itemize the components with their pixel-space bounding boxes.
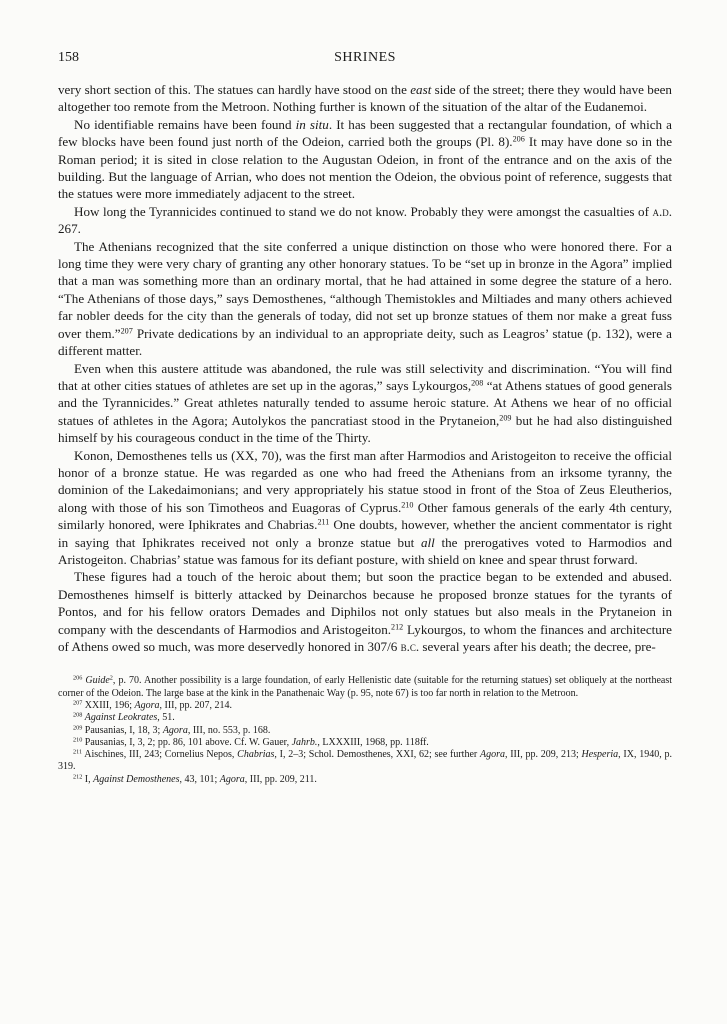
text-run: . It has been suggested that a rectangular foundation, of which a few blocks have been found just north of the Odeion, carried both the groups (Pl. 8). bbox=[58, 116, 672, 150]
footnote bbox=[58, 774, 672, 786]
page-number: 158 bbox=[58, 50, 79, 65]
body-text bbox=[58, 81, 672, 655]
paragraph bbox=[58, 360, 672, 447]
italic-text: Agora bbox=[162, 724, 188, 736]
text-run: Aischines, III, 243; Cornelius Nepos, bbox=[82, 749, 238, 761]
text-run: Lykourgos, to whom the finances and architecture of Athens owed so much, was more deservedly honored in 307/6 bbox=[58, 621, 672, 654]
text-run: , III, pp. 209, 213; bbox=[504, 749, 582, 761]
footnote bbox=[58, 737, 672, 749]
book-page bbox=[58, 50, 672, 786]
paragraph bbox=[58, 81, 672, 116]
italic-text: Against Leokrates bbox=[84, 712, 158, 724]
footnote-ref: 206 bbox=[512, 134, 525, 144]
text-run: , LXXXIII, 1968, pp. 118ff. bbox=[317, 736, 429, 748]
italic-text: Agora bbox=[134, 700, 160, 711]
italic-text: Against Demosthenes bbox=[93, 773, 180, 785]
footnote-ref: 212 bbox=[391, 622, 404, 632]
small-caps-text: a.d. bbox=[652, 203, 672, 219]
footnote-ref: 2 bbox=[109, 675, 113, 682]
text-run: Pausanias, I, 18, 3; bbox=[82, 724, 163, 736]
text-run: several years after his death; the decree, pre- bbox=[419, 639, 656, 654]
italic-text: Chabrias bbox=[237, 749, 275, 761]
paragraph bbox=[58, 116, 672, 203]
text-run: No identifiable remains have been found bbox=[74, 116, 296, 132]
italic-text: Agora bbox=[479, 749, 505, 761]
text-run: but he had also distinguished himself by his courageous conduct in the time of the Thirty. bbox=[58, 412, 672, 446]
footnote bbox=[58, 725, 672, 737]
text-run: the prerogatives voted to Harmodios and Aristogeiton. Chabrias’ statue was famous for its defiant posture, with shield on knee and spear thrust forward. bbox=[58, 534, 672, 567]
footnote-ref: 210 bbox=[401, 500, 414, 510]
footnote bbox=[58, 749, 672, 774]
footnote-ref: 207 bbox=[73, 699, 83, 707]
text-run: , p. 70. Another possibility is a large foundation, of early Hellenistic date (suitable for the returning statues) set obliquely at the northeast corner of the Odeion. The large base at the kink in the Panathenaic Way (p. 95, note 67) is too far north in relation to the Metroon. bbox=[58, 675, 673, 699]
footnote-ref: 209 bbox=[499, 413, 512, 423]
italic-text: in situ bbox=[295, 116, 329, 132]
text-run: , I, 2–3; Schol. Demosthenes, XXI, 62; see further bbox=[274, 749, 480, 761]
text-run: Private dedications by an individual to an appropriate deity, such as Leagros’ statue (p. 132), were a different matter. bbox=[58, 325, 672, 359]
footnote-ref: 208 bbox=[73, 711, 83, 719]
text-run: , III, no. 553, p. 168. bbox=[187, 724, 271, 736]
text-run: How long the Tyrannicides continued to stand we do not know. Probably they were amongst the casualties of bbox=[74, 203, 653, 219]
small-caps-text: b.c. bbox=[400, 639, 420, 654]
text-run: Other famous generals of the early 4th century, similarly honored, were Iphikrates and Chabrias. bbox=[58, 499, 672, 533]
text-run: “at Athens statues of good generals and the Tyrannicides.” Great athletes naturally tended to assume heroic stature. At Athens we hear of no official statues of athletes in the Agora; Autolykos the pancratiast stood in the Prytaneion, bbox=[58, 377, 672, 428]
text-run: One doubts, however, whether the ancient commentator is right in saying that Iphikrates received not only a bronze statue but bbox=[58, 517, 672, 550]
italic-text: east bbox=[410, 82, 432, 97]
footnote-ref: 211 bbox=[73, 748, 83, 756]
text-run: 267. bbox=[58, 221, 81, 237]
footnotes bbox=[58, 675, 672, 786]
footnote bbox=[58, 700, 672, 712]
text-run: , 43, 101; bbox=[179, 773, 220, 785]
text-run: Konon, Demosthenes tells us (XX, 70), was the first man after Harmodios and Aristogeiton to receive the official honor of a bronze statue. He was regarded as one who had freed the Athenians from an irksome tyranny, the dominion of the Lakedaimonians; and very appropriately his statue stood in front of the Stoa of Zeus Eleutherios, along with those of his son Timotheos and Euagoras of Cyprus. bbox=[58, 447, 672, 515]
italic-text: Jahrb. bbox=[291, 736, 318, 748]
text-run: very short section of this. The statues can hardly have stood on the bbox=[58, 82, 411, 97]
footnote-ref: 208 bbox=[471, 378, 484, 388]
text-run: Even when this austere attitude was abandoned, the rule was still selectivity and discrimination. “You will find that at other cities statues of athletes are set up in the agoras,” says Lykourgos, bbox=[58, 360, 672, 393]
text-run: , III, pp. 209, 211. bbox=[244, 773, 317, 785]
paragraph bbox=[58, 238, 672, 360]
footnote-ref: 207 bbox=[120, 326, 133, 336]
paragraph bbox=[58, 568, 672, 655]
text-run: XXIII, 196; bbox=[82, 700, 135, 711]
paragraph bbox=[58, 203, 672, 238]
footnote-ref: 210 bbox=[73, 736, 83, 744]
footnote bbox=[58, 712, 672, 724]
text-run: I, bbox=[82, 773, 94, 785]
italic-text: Hesperia bbox=[581, 749, 619, 761]
footnote-ref: 212 bbox=[73, 773, 83, 781]
running-title: SHRINES bbox=[334, 50, 396, 65]
text-run: side of the street; there they would have been altogether too remote from the Metroon. Nothing further is known of the situation of the altar of the Eudanemoi. bbox=[58, 82, 672, 115]
text-run: Pausanias, I, 3, 2; pp. 86, 101 above. Cf. W. Gauer, bbox=[82, 736, 292, 748]
footnote bbox=[58, 675, 672, 700]
text-run: The Athenians recognized that the site conferred a unique distinction on those who were honored there. For a long time they were very chary of granting any other honorary statues. To be “set up in bronze in the Agora” implied that a man was something more than an ordinary mortal, that he had attained in some degree the stature of a hero. “The Athenians of those days,” says Demosthenes, “although Themistokles and Miltiades and many others achieved far nobler deeds for the city than the generals of today, did not set up bronze statues of them nor make a great fuss over them.” bbox=[58, 238, 672, 341]
text-run: It may have done so in the Roman period; it is sited in close relation to the Augustan Odeion, in front of the entrance and on the axis of the building. But the language of Arrian, who does not mention the Odeion, the obvious point of reference, suggests that the statues were more immediately adjacent to the street. bbox=[58, 134, 673, 202]
italic-text: Guide bbox=[85, 675, 110, 687]
paragraph bbox=[58, 447, 672, 569]
text-run: , 51. bbox=[157, 712, 175, 724]
text-run: , IX, 1940, p. 319. bbox=[58, 749, 672, 773]
italic-text: all bbox=[420, 534, 435, 550]
footnote-ref: 209 bbox=[73, 724, 83, 732]
page-header bbox=[58, 50, 672, 70]
italic-text: Agora bbox=[219, 773, 245, 785]
footnote-ref: 206 bbox=[73, 675, 83, 682]
text-run: , III, pp. 207, 214. bbox=[159, 700, 232, 711]
text-run: These figures had a touch of the heroic about them; but soon the practice began to be extended and abused. Demosthenes himself is bitterly attacked by Deinarchos because he proposed bronze statues for the tyrants of Pontos, and for his fellow orators Demades and Diphilos not only statues but also meals in the Prytaneion in company with the descendants of Harmodios and Aristogeiton. bbox=[58, 569, 672, 637]
footnote-ref: 211 bbox=[317, 517, 330, 527]
